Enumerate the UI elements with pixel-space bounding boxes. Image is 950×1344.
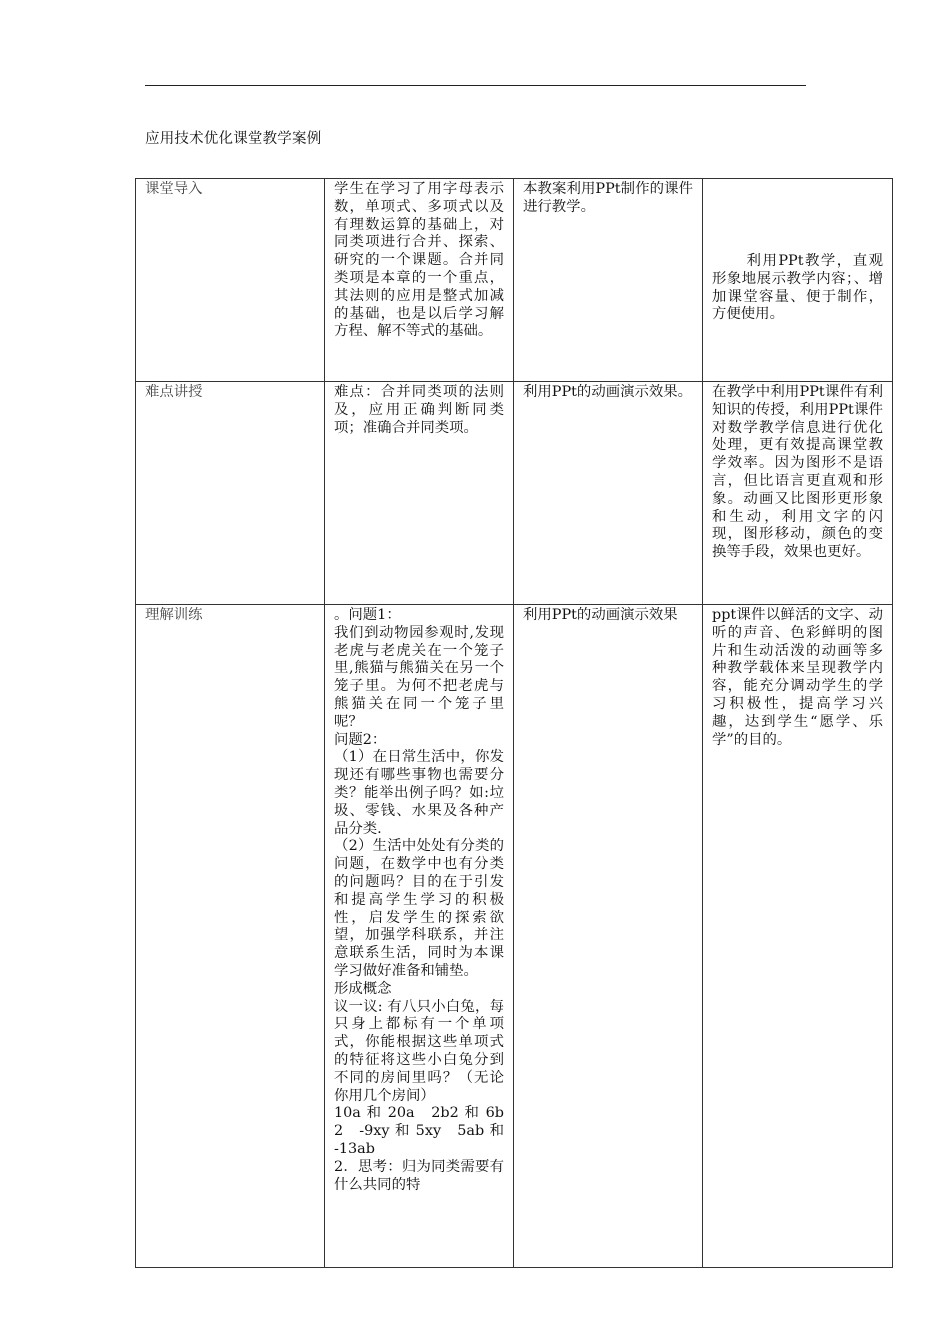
- stage-cell: 课堂导入: [136, 179, 325, 382]
- content-line: 议一议: 有八只小白兔，每只身上都标有一个单项式，你能根据这些单项式的特征将这些小白兔分到不同的房间里吗？（无论你用几个房间）: [334, 998, 504, 1104]
- effect-cell: 在教学中利用PPt课件有利知识的传授，利用PPt课件对数学教学信息进行优化处理，更有效提高课堂教学效率。因为图形不是语言，但比语言更直观和形象。动画又比图形更形象和生动，利用文字的闪现，图形移动，颜色的变换等手段，效果也更好。: [703, 382, 893, 605]
- effect-cell: [703, 179, 893, 382]
- method-cell: 本教案利用PPt制作的课件进行教学。: [514, 179, 703, 382]
- content-line: 。问题1：: [334, 607, 401, 623]
- document-title: 应用技术优化课堂教学案例: [145, 131, 322, 147]
- stage-cell: 理解训练: [136, 605, 325, 1268]
- table-row: [136, 179, 893, 382]
- method-cell: 利用PPt的动画演示效果。: [514, 382, 703, 605]
- method-cell: 利用PPt的动画演示效果: [514, 605, 703, 1268]
- content-line: 形成概念: [334, 980, 392, 997]
- content-line: 问题2：: [334, 731, 387, 748]
- lesson-table: [135, 178, 893, 1268]
- content-line: 我们到动物园参观时,发现老虎与老虎关在一个笼子里,熊猫与熊猫关在另一个笼子里。为何不把老虎与熊猫关在同一个笼子里呢？: [334, 624, 504, 730]
- stage-cell: 难点讲授: [136, 382, 325, 605]
- content-line: 2．思考：归为同类需要有什么共同的特: [334, 1158, 504, 1193]
- header-rule: [145, 85, 806, 86]
- content-cell: [325, 605, 514, 1268]
- content-line: 10a 和 20a 2b2 和 6b2 -9xy 和 5xy 5ab 和 -13ab: [334, 1105, 504, 1157]
- table-row: [136, 605, 893, 1268]
- table-row: [136, 382, 893, 605]
- content-cell: 难点：合并同类项的法则及，应用正确判断同类项；准确合并同类项。: [325, 382, 514, 605]
- effect-cell: ppt课件以鲜活的文字、动听的声音、色彩鲜明的图片和生动活泼的动画等多种教学载体来呈现教学内容，能充分调动学生的学习积极性，提高学习兴趣，达到学生“愿学、乐学”的目的。: [703, 605, 893, 1268]
- effect-text: 利用PPt教学，直观形象地展示教学内容；、增加课堂容量、便于制作，方便使用。: [712, 253, 883, 323]
- content-line: （2）生活中处处有分类的问题，在数学中也有分类的问题吗？目的在于引发和提高学生学习的积极性，启发学生的探索欲望，加强学科联系，并注意联系生活，同时为本课学习做好准备和铺垫。: [334, 838, 504, 979]
- content-cell: 学生在学习了用字母表示数，单项式、多项式以及有理数运算的基础上，对同类项进行合并、探索、研究的一个课题。合并同类项是本章的一个重点，其法则的应用是整式加减的基础，也是以后学习解方程、解不等式的基础。: [325, 179, 514, 382]
- content-line: （1）在日常生活中，你发现还有哪些事物也需要分类？能举出例子吗？如:垃圾、零钱、水果及各种产品分类.: [334, 749, 504, 837]
